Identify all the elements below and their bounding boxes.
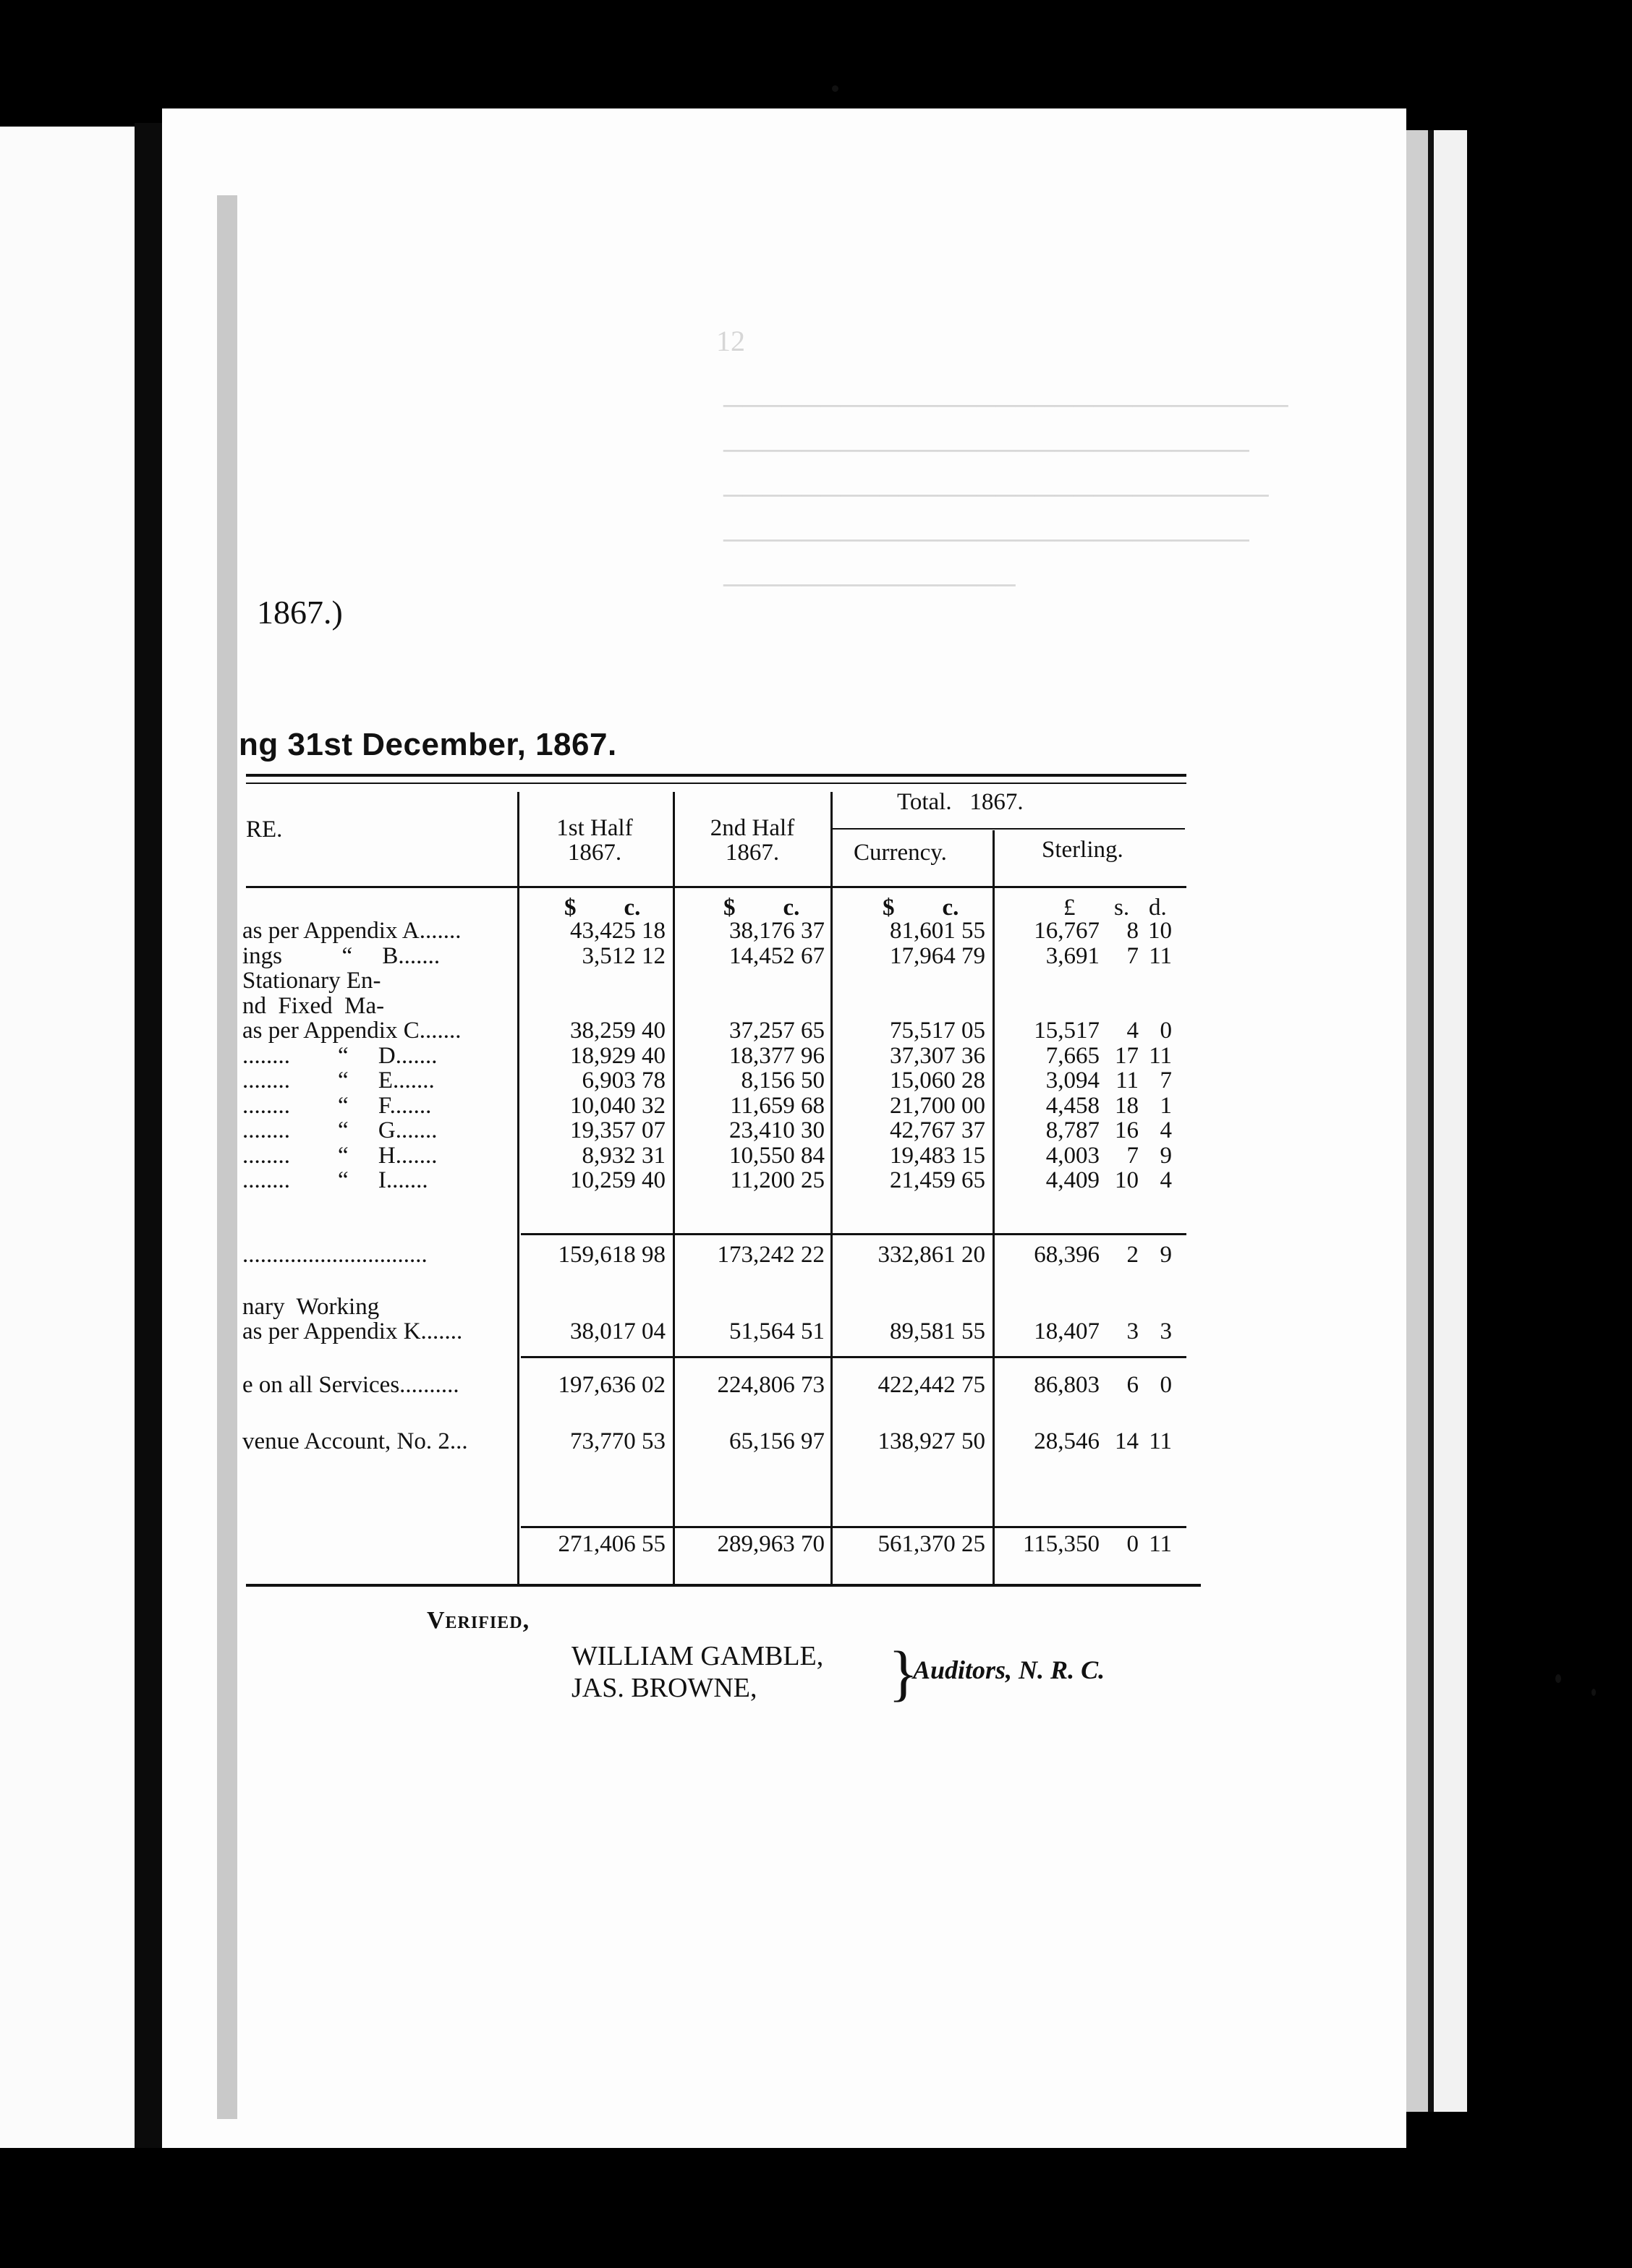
cell-first-half: 6,903 78 bbox=[582, 1067, 666, 1094]
cell-pence: 1 bbox=[1160, 1092, 1172, 1119]
cell-pence: 11 bbox=[1149, 942, 1172, 969]
cell-pounds: 16,767 bbox=[1034, 918, 1100, 944]
cell-pence: 11 bbox=[1149, 1531, 1172, 1557]
cell-currency: 75,517 05 bbox=[890, 1018, 985, 1044]
cell-second-half: 11,659 68 bbox=[730, 1092, 825, 1119]
cell-second-half: 51,564 51 bbox=[729, 1318, 825, 1344]
working-row-label: nary Working bbox=[242, 1294, 380, 1320]
cell-shillings: 7 bbox=[1126, 942, 1139, 969]
cell-pounds: 28,546 bbox=[1034, 1428, 1100, 1454]
table-row-label: nd Fixed Ma- bbox=[242, 992, 385, 1019]
scan-speck bbox=[1555, 1674, 1561, 1683]
table-row-label: ........ “ D....... bbox=[242, 1042, 438, 1069]
auditor-name: WILLIAM GAMBLE, bbox=[571, 1641, 824, 1671]
table-row-label: Stationary En- bbox=[242, 968, 381, 994]
cell-currency: 138,927 50 bbox=[877, 1428, 985, 1454]
grand-total-rule bbox=[521, 1526, 1186, 1528]
cell-pounds: 115,350 bbox=[1022, 1531, 1100, 1557]
cell-pounds: 3,094 bbox=[1045, 1067, 1100, 1094]
auditor-name: JAS. BROWNE, bbox=[571, 1673, 757, 1703]
unit-pence: d. bbox=[1149, 895, 1167, 921]
cell-shillings: 8 bbox=[1126, 918, 1139, 944]
column-header-sterling: Sterling. bbox=[1042, 837, 1123, 863]
cell-pounds: 3,691 bbox=[1045, 942, 1100, 969]
cell-first-half: 3,512 12 bbox=[582, 942, 666, 969]
cell-shillings: 14 bbox=[1115, 1428, 1139, 1454]
cell-shillings: 0 bbox=[1126, 1531, 1139, 1557]
cell-second-half: 10,550 84 bbox=[729, 1142, 825, 1169]
cell-currency: 15,060 28 bbox=[890, 1067, 985, 1094]
cell-second-half: 8,156 50 bbox=[741, 1067, 825, 1094]
cell-pence: 3 bbox=[1160, 1318, 1172, 1344]
cell-first-half: 18,929 40 bbox=[570, 1042, 666, 1069]
unit-dollars-cents: $ c. bbox=[564, 895, 641, 921]
cell-pounds: 15,517 bbox=[1034, 1018, 1100, 1044]
auditors-title: Auditors, N. R. C. bbox=[913, 1655, 1105, 1684]
cell-pence: 9 bbox=[1160, 1142, 1172, 1169]
cell-first-half: 73,770 53 bbox=[570, 1428, 666, 1454]
cell-second-half: 289,963 70 bbox=[717, 1531, 825, 1557]
cell-second-half: 37,257 65 bbox=[729, 1018, 825, 1044]
scan-speck bbox=[832, 85, 838, 92]
cell-pounds: 18,407 bbox=[1034, 1318, 1100, 1344]
cell-pence: 4 bbox=[1160, 1117, 1172, 1143]
cell-first-half: 8,932 31 bbox=[582, 1142, 666, 1169]
column-divider bbox=[993, 830, 995, 1584]
column-header-description: RE. bbox=[246, 817, 283, 843]
table-row-label: as per Appendix C....... bbox=[242, 1018, 462, 1044]
page-edge bbox=[1406, 130, 1428, 2112]
table-bottom-rule bbox=[246, 1584, 1201, 1587]
cell-first-half: 43,425 18 bbox=[570, 918, 666, 944]
book-spine bbox=[135, 123, 162, 2148]
cell-shillings: 16 bbox=[1115, 1117, 1139, 1143]
column-divider bbox=[517, 792, 519, 1584]
cell-shillings: 18 bbox=[1115, 1092, 1139, 1119]
table-row-label: ........ “ H....... bbox=[242, 1142, 438, 1169]
cell-pounds: 4,003 bbox=[1045, 1142, 1100, 1169]
cell-currency: 422,442 75 bbox=[877, 1372, 985, 1398]
cell-first-half: 19,357 07 bbox=[570, 1117, 666, 1143]
cell-shillings: 10 bbox=[1115, 1167, 1139, 1193]
cell-second-half: 18,377 96 bbox=[729, 1042, 825, 1069]
column-header-first-half: 1st Half 1867. bbox=[556, 815, 633, 866]
cell-currency: 42,767 37 bbox=[890, 1117, 985, 1143]
cell-first-half: 10,259 40 bbox=[570, 1167, 666, 1193]
table-row-label: ........ “ E....... bbox=[242, 1067, 435, 1094]
table-row-label: ........ “ G....... bbox=[242, 1117, 438, 1143]
top-rule-thin bbox=[246, 783, 1186, 784]
cell-pence: 10 bbox=[1148, 918, 1172, 944]
inner-fold-shadow bbox=[217, 195, 237, 2119]
total-subhead-rule bbox=[830, 828, 1185, 830]
bleed-through-text: ───────────────────────────── ─────────────────────────── ──────────────────────────── ─────────────────────────── ─────────────── bbox=[723, 391, 1288, 600]
table-row-label: ings “ B....... bbox=[242, 942, 441, 969]
all-services-row-label: e on all Services.......... bbox=[242, 1372, 459, 1398]
cell-second-half: 224,806 73 bbox=[717, 1372, 825, 1398]
revenue-row-label: venue Account, No. 2... bbox=[242, 1428, 468, 1454]
unit-dollars-cents: $ c. bbox=[883, 895, 959, 921]
unit-shillings: s. bbox=[1114, 895, 1130, 921]
cell-second-half: 23,410 30 bbox=[729, 1117, 825, 1143]
left-page bbox=[0, 127, 142, 2148]
cell-second-half: 11,200 25 bbox=[730, 1167, 825, 1193]
cell-pence: 0 bbox=[1160, 1372, 1172, 1398]
cell-first-half: 38,017 04 bbox=[570, 1318, 666, 1344]
cell-currency: 17,964 79 bbox=[890, 942, 985, 969]
cell-shillings: 17 bbox=[1115, 1042, 1139, 1069]
unit-pounds: £ bbox=[1063, 895, 1076, 921]
cell-first-half: 197,636 02 bbox=[558, 1372, 666, 1398]
working-row-label: as per Appendix K....... bbox=[242, 1318, 463, 1344]
column-header-second-half: 2nd Half 1867. bbox=[710, 815, 795, 866]
cell-first-half: 159,618 98 bbox=[558, 1242, 666, 1268]
continued-year: 1867.) bbox=[257, 594, 343, 631]
cell-pounds: 68,396 bbox=[1034, 1242, 1100, 1268]
cell-first-half: 271,406 55 bbox=[558, 1531, 666, 1557]
cell-second-half: 14,452 67 bbox=[729, 942, 825, 969]
cell-pounds: 4,458 bbox=[1045, 1092, 1100, 1119]
cell-currency: 21,459 65 bbox=[890, 1167, 985, 1193]
cell-pounds: 8,787 bbox=[1045, 1117, 1100, 1143]
cell-currency: 81,601 55 bbox=[890, 918, 985, 944]
cell-currency: 37,307 36 bbox=[890, 1042, 985, 1069]
cell-pounds: 7,665 bbox=[1045, 1042, 1100, 1069]
subtotal-rule bbox=[521, 1233, 1186, 1235]
page-edge-shadow bbox=[1428, 130, 1434, 2112]
column-divider bbox=[673, 792, 675, 1584]
cell-pounds: 86,803 bbox=[1034, 1372, 1100, 1398]
cell-first-half: 10,040 32 bbox=[570, 1092, 666, 1119]
cell-currency: 332,861 20 bbox=[877, 1242, 985, 1268]
cell-currency: 19,483 15 bbox=[890, 1142, 985, 1169]
cell-first-half: 38,259 40 bbox=[570, 1018, 666, 1044]
cell-pounds: 4,409 bbox=[1045, 1167, 1100, 1193]
cell-currency: 21,700 00 bbox=[890, 1092, 985, 1119]
table-row-label: as per Appendix A....... bbox=[242, 918, 462, 944]
cell-shillings: 3 bbox=[1126, 1318, 1139, 1344]
subtotal-row-label: ............................... bbox=[242, 1242, 428, 1268]
column-divider bbox=[830, 792, 833, 1584]
column-header-currency: Currency. bbox=[854, 840, 947, 866]
cell-pence: 11 bbox=[1149, 1042, 1172, 1069]
cell-pence: 7 bbox=[1160, 1067, 1172, 1094]
cell-shillings: 11 bbox=[1115, 1067, 1139, 1094]
cell-second-half: 38,176 37 bbox=[729, 918, 825, 944]
cell-currency: 89,581 55 bbox=[890, 1318, 985, 1344]
cell-shillings: 2 bbox=[1126, 1242, 1139, 1268]
verified-label: Verified, bbox=[427, 1607, 530, 1634]
header-bottom-rule bbox=[246, 886, 1186, 888]
cell-pence: 0 bbox=[1160, 1018, 1172, 1044]
table-row-label: ........ “ F....... bbox=[242, 1092, 432, 1119]
cell-shillings: 6 bbox=[1126, 1372, 1139, 1398]
table-row-label: ........ “ I....... bbox=[242, 1167, 428, 1193]
cell-shillings: 7 bbox=[1126, 1142, 1139, 1169]
top-rule bbox=[246, 774, 1186, 777]
cell-second-half: 65,156 97 bbox=[729, 1428, 825, 1454]
cell-shillings: 4 bbox=[1126, 1018, 1139, 1044]
scan-speck bbox=[1591, 1689, 1596, 1696]
unit-dollars-cents: $ c. bbox=[723, 895, 800, 921]
page-edge bbox=[1434, 130, 1467, 2112]
cell-pence: 9 bbox=[1160, 1242, 1172, 1268]
bleed-through-page-number: 12 bbox=[716, 325, 745, 357]
cell-second-half: 173,242 22 bbox=[717, 1242, 825, 1268]
services-rule bbox=[521, 1356, 1186, 1358]
table-heading: ng 31st December, 1867. bbox=[239, 727, 617, 762]
cell-currency: 561,370 25 bbox=[877, 1531, 985, 1557]
cell-pence: 4 bbox=[1160, 1167, 1172, 1193]
cell-pence: 11 bbox=[1149, 1428, 1172, 1454]
column-header-total: Total. 1867. bbox=[897, 789, 1024, 815]
brace-symbol: } bbox=[888, 1638, 919, 1708]
